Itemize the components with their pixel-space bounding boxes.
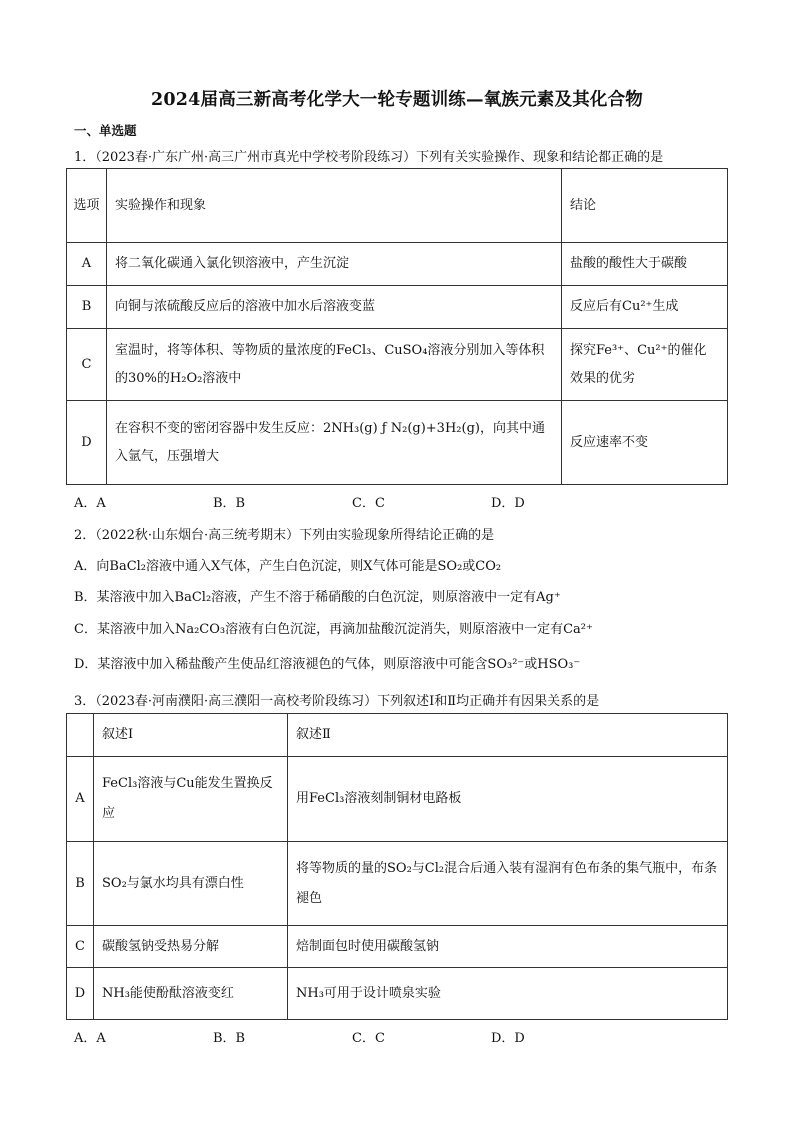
option-cell: D <box>67 968 94 1020</box>
choice-b[interactable]: B．B <box>213 1031 246 1046</box>
option-cell: C <box>67 926 94 968</box>
table-row <box>67 286 728 329</box>
table-row <box>67 926 728 968</box>
section-heading: 一、单选题 <box>74 123 137 138</box>
conclusion-cell: 盐酸的酸性大于碳酸 <box>562 243 728 286</box>
conclusion-cell: 反应后有Cu²⁺生成 <box>562 286 728 329</box>
question-2-option-a[interactable]: A．向BaCl₂溶液中通入X气体，产生白色沉淀，则X气体可能是SO₂或CO₂ <box>74 559 502 574</box>
table-row <box>67 968 728 1020</box>
question-2-option-d[interactable]: D．某溶液中加入稀盐酸产生使品红溶液褪色的气体，则原溶液中可能含SO₃²⁻或HSO₃⁻ <box>74 657 581 672</box>
choice-d[interactable]: D．D <box>491 1031 525 1046</box>
choice-b[interactable]: B．B <box>213 496 246 511</box>
statement-1-cell: NH₃能使酚酞溶液变红 <box>94 968 288 1020</box>
table-row <box>67 401 728 485</box>
option-cell: C <box>67 329 107 401</box>
option-cell: A <box>67 243 107 286</box>
statement-1-cell: FeCl₃溶液与Cu能发生置换反应 <box>94 757 288 842</box>
operation-cell: 室温时，将等体积、等物质的量浓度的FeCl₃、CuSO₄溶液分别加入等体积的30%的H₂O₂溶液中 <box>107 329 562 401</box>
question-3-choices <box>74 1027 724 1047</box>
statement-2-cell: 用FeCl₃溶液刻制铜材电路板 <box>288 757 728 842</box>
option-cell: D <box>67 401 107 485</box>
table-header-cell: 结论 <box>562 169 728 243</box>
statement-1-cell: 碳酸氢钠受热易分解 <box>94 926 288 968</box>
table-header-cell <box>67 714 94 757</box>
question-3-table <box>66 713 728 1020</box>
choice-a[interactable]: A．A <box>74 496 106 511</box>
choice-a[interactable]: A．A <box>74 1031 106 1046</box>
option-cell: A <box>67 757 94 842</box>
table-header-cell: 实验操作和现象 <box>107 169 562 243</box>
question-2-option-b[interactable]: B．某溶液中加入BaCl₂溶液，产生不溶于稀硝酸的白色沉淀，则原溶液中一定有Ag⁺ <box>74 590 561 605</box>
table-header-cell: 叙述Ⅱ <box>288 714 728 757</box>
page-title: 2024届高三新高考化学大一轮专题训练—氧族元素及其化合物 <box>150 90 643 110</box>
choice-d[interactable]: D．D <box>491 496 525 511</box>
question-2-stem: 2．（2022秋·山东烟台·高三统考期末）下列由实验现象所得结论正确的是 <box>74 528 495 543</box>
conclusion-cell: 反应速率不变 <box>562 401 728 485</box>
table-row <box>67 757 728 842</box>
conclusion-cell: 探究Fe³⁺、Cu²⁺的催化效果的优劣 <box>562 329 728 401</box>
option-cell: B <box>67 842 94 926</box>
operation-cell: 向铜与浓硫酸反应后的溶液中加水后溶液变蓝 <box>107 286 562 329</box>
table-row <box>67 329 728 401</box>
statement-1-cell: SO₂与氯水均具有漂白性 <box>94 842 288 926</box>
statement-2-cell: 将等物质的量的SO₂与Cl₂混合后通入装有湿润有色布条的集气瓶中，布条褪色 <box>288 842 728 926</box>
operation-cell: 将二氧化碳通入氯化钡溶液中，产生沉淀 <box>107 243 562 286</box>
statement-2-cell: NH₃可用于设计喷泉实验 <box>288 968 728 1020</box>
question-3-stem: 3．（2023春·河南濮阳·高三濮阳一高校考阶段练习）下列叙述Ⅰ和Ⅱ均正确并有因果关系的是 <box>74 694 600 709</box>
option-cell: B <box>67 286 107 329</box>
table-header-cell: 选项 <box>67 169 107 243</box>
operation-cell: 在容积不变的密闭容器中发生反应：2NH₃(g) ƒ N₂(g)+3H₂(g)，向其中通入氩气，压强增大 <box>107 401 562 485</box>
question-1-table <box>66 168 728 485</box>
table-header-cell: 叙述Ⅰ <box>94 714 288 757</box>
choice-c[interactable]: C．C <box>352 1031 385 1046</box>
statement-2-cell: 焙制面包时使用碳酸氢钠 <box>288 926 728 968</box>
table-row <box>67 842 728 926</box>
choice-c[interactable]: C．C <box>352 496 385 511</box>
table-row <box>67 243 728 286</box>
question-1-choices <box>74 492 724 512</box>
question-1-stem: 1．（2023春·广东广州·高三广州市真光中学校考阶段练习）下列有关实验操作、现象和结论都正确的是 <box>74 150 664 165</box>
question-2-option-c[interactable]: C．某溶液中加入Na₂CO₃溶液有白色沉淀，再滴加盐酸沉淀消失，则原溶液中一定有Ca²⁺ <box>74 622 593 637</box>
